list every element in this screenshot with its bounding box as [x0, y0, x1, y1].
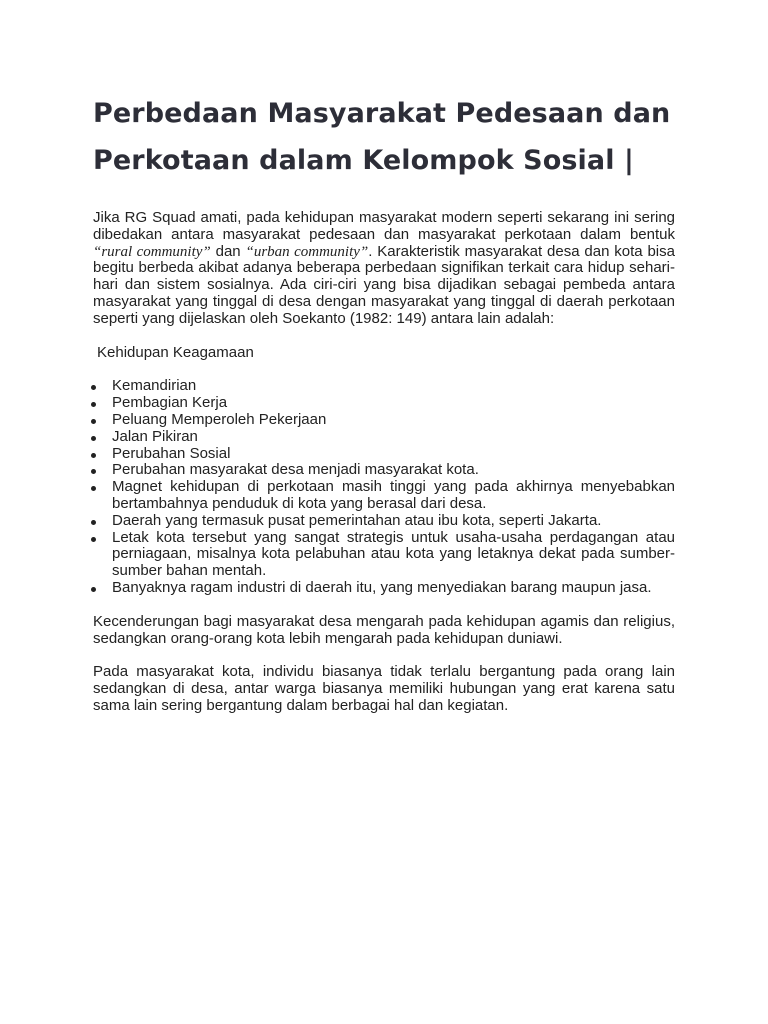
list-item-text: Kemandirian [112, 377, 197, 395]
independence-paragraph: Pada masyarakat kota, individu biasanya tidak terlalu bergantung pada orang lain sedangkan di desa, antar warga biasanya memiliki hubungan yang erat karena satu sama lain sering bergantung dalam berbagai hal dan kegiatan. [93, 663, 675, 714]
bullet-icon [91, 587, 96, 592]
list-item-text: Banyaknya ragam industri di daerah itu, yang menyediakan barang maupun jasa. [112, 578, 652, 596]
list-item-text: Daerah yang termasuk pusat pemerintahan atau ibu kota, seperti Jakarta. [112, 511, 602, 529]
list-item-text: Letak kota tersebut yang sangat strategis untuk usaha-usaha perdagangan atau perniagaan, misalnya kota pelabuhan atau kota yang letaknya dekat pada sumber-sumber bahan mentah. [112, 528, 675, 580]
bullet-icon [91, 486, 96, 491]
list-item [93, 479, 675, 513]
bullet-icon [91, 402, 96, 407]
list-item-text: Peluang Memperoleh Pekerjaan [112, 410, 327, 428]
list-item [93, 462, 675, 479]
list-item [93, 446, 675, 463]
bullet-icon [91, 469, 96, 474]
list-item-text: Perubahan Sosial [112, 444, 231, 462]
list-item-text: Perubahan masyarakat desa menjadi masyarakat kota. [112, 461, 479, 479]
rural-community-term: “rural community” [93, 243, 211, 260]
bullet-icon [91, 537, 96, 542]
bullet-icon [91, 419, 96, 424]
list-item [93, 378, 675, 395]
section-subheading: Kehidupan Keagamaan [97, 343, 254, 361]
document-page [93, 90, 675, 715]
bullet-icon [91, 520, 96, 525]
bullet-icon [91, 436, 96, 441]
urban-community-term: “urban community” [245, 243, 369, 260]
intro-text-1: Jika RG Squad amati, pada kehidupan masyarakat modern seperti sekarang ini sering dibedakan antara masyarakat pedesaan dan masyarakat perkotaan dalam bentuk [93, 209, 675, 243]
list-item [93, 530, 675, 580]
intro-text-2: . Karakteristik masyarakat desa dan kota bisa begitu berbeda akibat adanya beberapa perbedaan signifikan terkait cara hidup sehari-hari dan sistem sosialnya. Ada ciri-ciri yang bisa dijadikan sebagai pembeda antara masyarakat yang tinggal di desa dengan masyarakat yang tinggal di daerah perkotaan seperti yang dijelaskan oleh Soekanto (1982: 149) antara lain adalah: [93, 242, 675, 327]
bullet-icon [91, 385, 96, 390]
list-item [93, 412, 675, 429]
list-item [93, 580, 675, 597]
intro-conjunction: dan [210, 242, 246, 260]
title-line-1: Perbedaan Masyarakat Pedesaan dan [93, 98, 671, 129]
list-item [93, 513, 675, 530]
bullet-icon [91, 453, 96, 458]
title-line-2: Perkotaan dalam Kelompok Sosial | [93, 145, 635, 176]
characteristics-list [93, 378, 675, 596]
list-item [93, 429, 675, 446]
intro-paragraph [93, 210, 675, 328]
list-item-text: Magnet kehidupan di perkotaan masih tinggi yang pada akhirnya menyebabkan bertambahnya penduduk di kota yang berasal dari desa. [112, 478, 675, 512]
list-item-text: Pembagian Kerja [112, 394, 228, 412]
list-item-text: Jalan Pikiran [112, 427, 198, 445]
religion-paragraph: Kecenderungan bagi masyarakat desa mengarah pada kehidupan agamis dan religius, sedangkan orang-orang kota lebih mengarah pada kehidupan duniawi. [93, 612, 675, 647]
list-item [93, 395, 675, 412]
document-title [93, 90, 675, 184]
